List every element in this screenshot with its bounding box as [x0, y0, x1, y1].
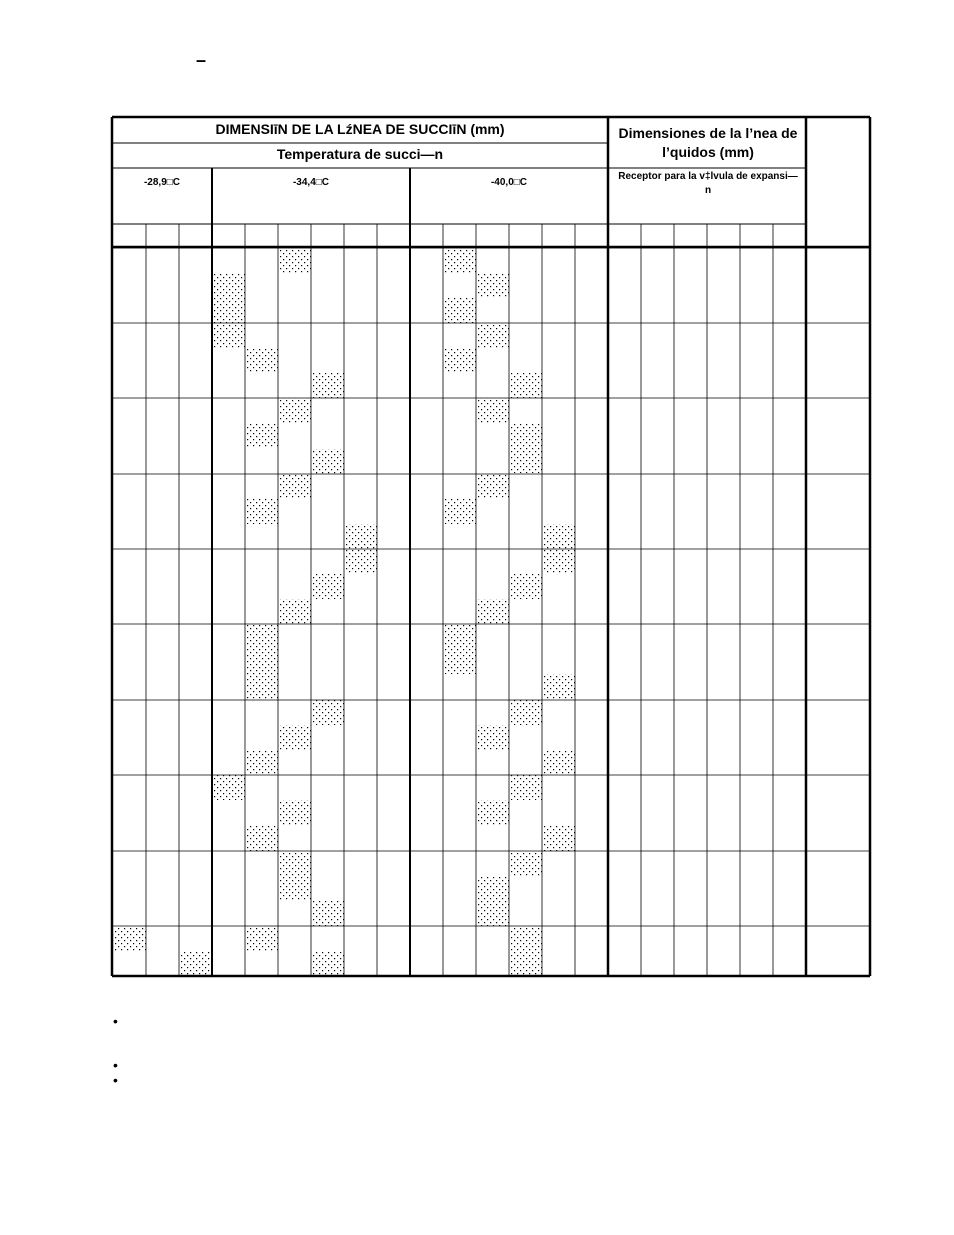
temp-col-2: -34,4□C — [292, 177, 330, 188]
temp-col-1: -28,9□C — [143, 177, 181, 188]
suction-line-title: DIMENSIīN DE LA LźNEA DE SUCCIīN (mm) — [215, 121, 505, 137]
liquid-receptor-subtitle: Receptor para la v‡lvula de expansi—n — [618, 171, 798, 196]
bullet-3: • — [113, 1072, 118, 1088]
temp-col-3: -40,0□C — [490, 177, 528, 188]
page-dash: – — [196, 50, 207, 70]
suction-temp-title: Temperatura de succi—n — [276, 146, 444, 162]
bullet-2: • — [113, 1057, 118, 1073]
bullet-1: • — [113, 1013, 118, 1029]
liquid-line-title: Dimensiones de la l’nea de l’quidos (mm) — [618, 125, 798, 160]
